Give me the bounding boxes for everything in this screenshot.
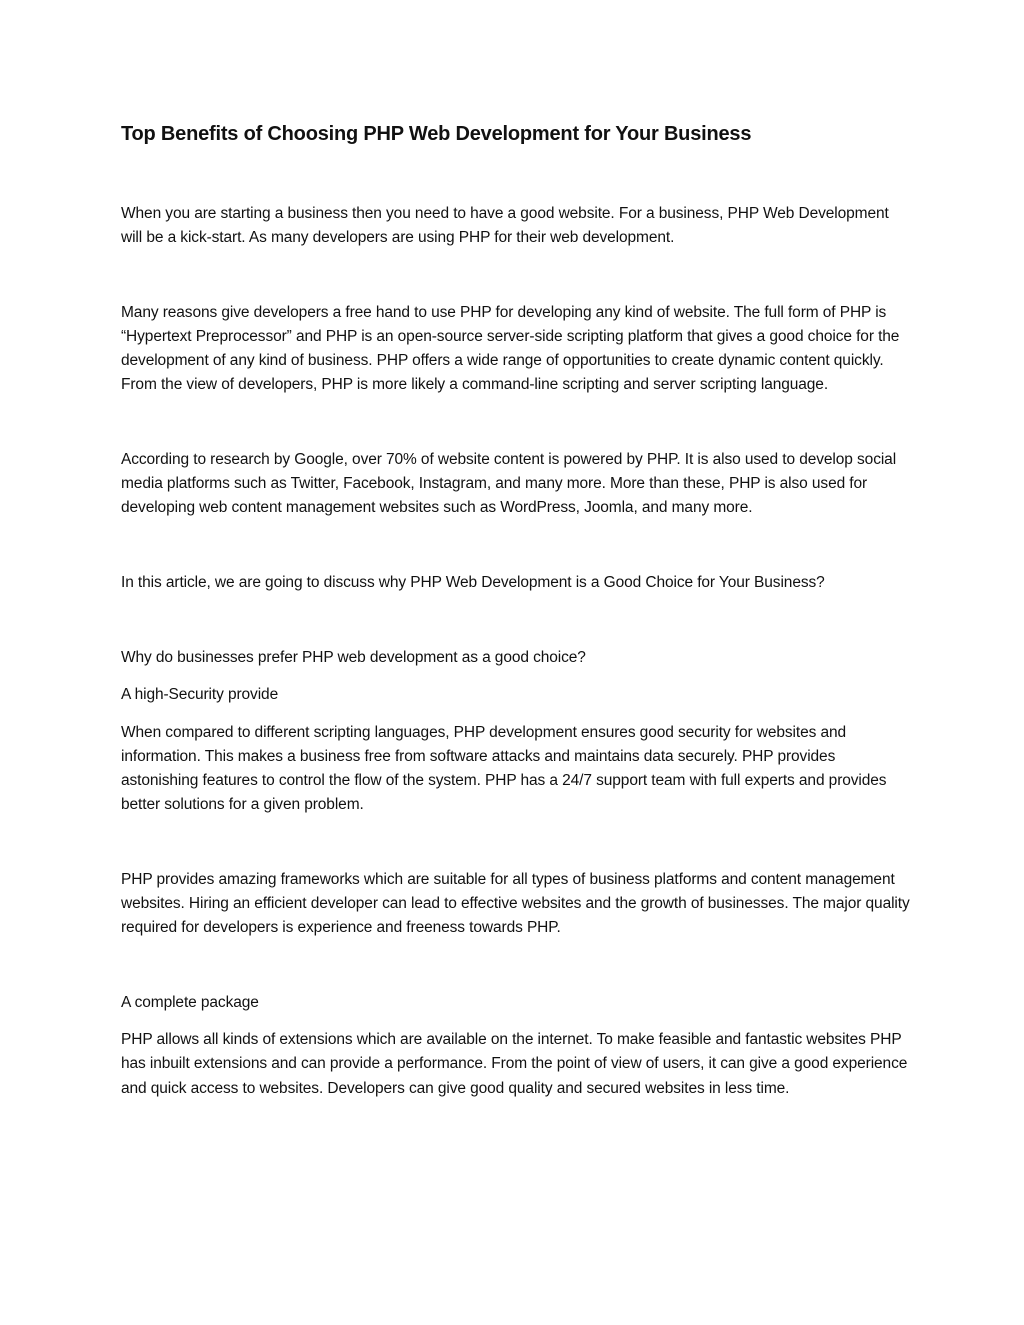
paragraph-security: When compared to different scripting languages, PHP development ensures good security for websites and information. This makes a business free from software attacks and maintains data securely. PHP provides astonishing features to control the flow of the system. PHP has a 24/7 support team with full experts and provides better solutions for a given problem. — [121, 723, 887, 814]
paragraph-article-intro: In this article, we are going to discuss why PHP Web Development is a Good Choice for Your Business? — [121, 573, 825, 591]
section-heading-package: A complete package — [121, 993, 259, 1011]
paragraph-package: PHP allows all kinds of extensions which are available on the internet. To make feasible and fantastic websites PHP has inbuilt extensions and can provide a performance. From the point of view of users, it can give a good experience and quick access to websites. Developers can give good quality and secured websites in less time. — [121, 1030, 908, 1097]
paragraph-research: According to research by Google, over 70% of website content is powered by PHP. It is also used to develop social media platforms such as Twitter, Facebook, Instagram, and many more. More than these, PHP is also used for developing web content management websites such as WordPress, Joomla, and many more. — [121, 450, 897, 517]
document-title: Top Benefits of Choosing PHP Web Development for Your Business — [121, 123, 752, 145]
paragraph-reasons: Many reasons give developers a free hand to use PHP for developing any kind of website. The full form of PHP is “Hypertext Preprocessor” and PHP is an open-source server-side scripting platform that gives a good choice for the development of any kind of business. PHP offers a wide range of opportunities to create dynamic content quickly. From the view of developers, PHP is more likely a command-line scripting and server scripting language. — [121, 303, 900, 394]
section-question: Why do businesses prefer PHP web development as a good choice? — [121, 648, 586, 666]
paragraph-frameworks: PHP provides amazing frameworks which are suitable for all types of business platforms and content management websites. Hiring an efficient developer can lead to effective websites and the growth of businesses. The major quality required for developers is experience and freeness towards PHP. — [121, 870, 910, 937]
paragraph-intro: When you are starting a business then you need to have a good website. For a business, PHP Web Development will be a kick-start. As many developers are using PHP for their web development. — [121, 205, 889, 247]
document-page — [121, 118, 911, 1101]
section-heading-security: A high-Security provide — [121, 686, 279, 704]
